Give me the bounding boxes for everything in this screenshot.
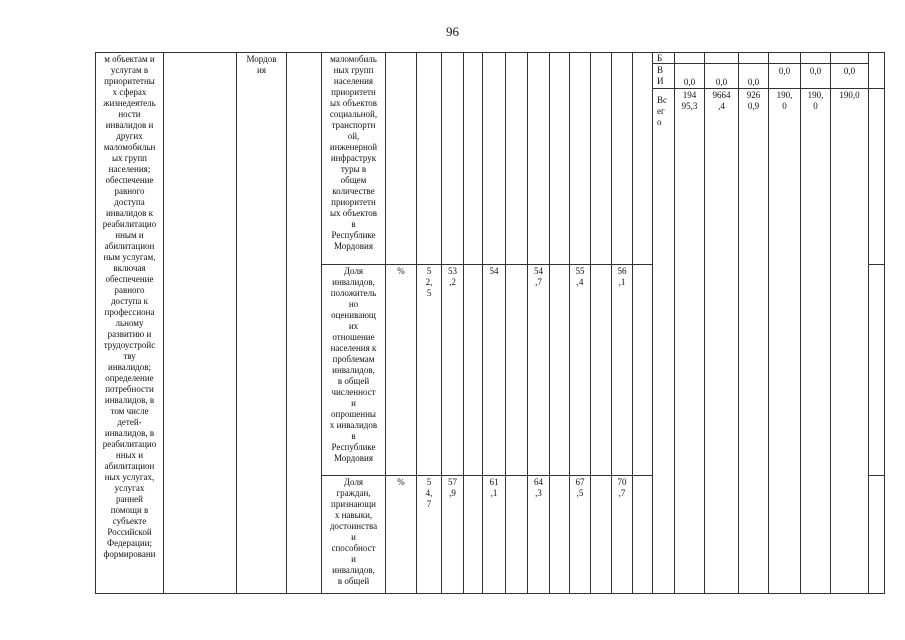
table-grid-line (674, 52, 675, 593)
indicator-value-cell: 64 ,3 (534, 477, 543, 498)
table-grid-line (286, 52, 287, 593)
table-grid-line (549, 52, 550, 593)
indicator-value-cell: 5 2, 5 (425, 266, 433, 298)
table-grid-line (321, 264, 652, 265)
table-grid-line (868, 475, 884, 476)
finance-source-label: Б (657, 53, 663, 63)
indicator-value-cell: 67 ,5 (575, 477, 585, 498)
region-cell: Мордов ия (246, 54, 277, 75)
table-grid-line (738, 52, 739, 593)
indicator-value-cell: 54 (489, 266, 499, 276)
indicator-name-cell: Доля инвалидов, положитель но оценивающ их отношение населения к проблемам инвалидов, в общей численност и опрошенны х инвалидов в Республике Мордовия (329, 266, 378, 463)
indicator-value-cell: 61 ,1 (489, 477, 499, 498)
table-grid-line (463, 52, 464, 593)
table-border-bottom (95, 593, 885, 594)
indicator-value-cell: 53 ,2 (448, 266, 457, 287)
indicator-value-cell: 56 ,1 (617, 266, 627, 287)
finance-value-cell: 0,0 (747, 77, 760, 87)
table-border-right (884, 52, 885, 593)
table-grid-line (569, 52, 570, 593)
table-border-top (95, 52, 885, 53)
table-grid-line (385, 52, 386, 593)
table-grid-line (482, 52, 483, 593)
table-grid-line (768, 52, 769, 593)
table-grid-line (321, 475, 652, 476)
unit-cell: % (397, 477, 405, 487)
table-grid-line (830, 52, 831, 593)
table-grid-line (632, 52, 633, 593)
table-grid-line (527, 52, 528, 593)
table-grid-line (590, 52, 591, 593)
unit-cell: % (397, 266, 405, 276)
table-grid-line (236, 52, 237, 593)
table-grid-line (505, 52, 506, 593)
table-grid-line (163, 52, 164, 593)
table-grid-line (800, 52, 801, 593)
finance-value-cell: 0,0 (715, 77, 728, 87)
table-grid-line (611, 52, 612, 593)
table-grid-line (441, 52, 442, 593)
finance-value-cell: 190,0 (839, 90, 860, 100)
indicator-name-cell: маломобиль ных групп населения приоритетн ых объектов социальной, транспортн ой, инженерной инфраструк туры в общем количестве приоритетн ых объектов в Республике Мордовия (329, 54, 378, 251)
finance-value-cell: 0,0 (683, 77, 696, 87)
indicator-value-cell: 54 ,7 (534, 266, 543, 287)
table-grid-line (868, 52, 869, 593)
indicator-value-cell: 55 ,4 (575, 266, 585, 287)
table-grid-line (704, 52, 705, 593)
finance-value-cell: 9664 ,4 (712, 90, 731, 111)
table-grid-line (416, 52, 417, 593)
indicator-name-cell: Доля граждан, признающи х навыки, достоинства и способност и инвалидов, в общей (329, 477, 378, 586)
table-grid-line (652, 88, 884, 89)
goal-description-cell: м объектам и услугам в приоритетны х сферах жизнедеятель ности инвалидов и других маломобильн ых групп населения; обеспечение равного доступа инвалидов к реабилитацио нным и абилитацион ным услугам, включая обеспечение равного доступа к профессиона льному развитию и трудоустройс тву инвалидов; определение потребности инвалидов, в том числе детей- инвалидов, в реабилитацио нных и абилитацион ных услугах, услугах ранней помощи в субъекте Российской Федерации; формировани (102, 54, 157, 559)
finance-value-cell: 190, 0 (807, 90, 824, 111)
table-grid-line (652, 63, 868, 64)
finance-value-cell: 194 95,3 (681, 90, 698, 111)
finance-value-cell: 926 0,9 (746, 90, 761, 111)
table-grid-line (652, 52, 653, 593)
finance-value-cell: 0,0 (809, 66, 822, 76)
finance-value-cell: 0,0 (778, 66, 791, 76)
finance-source-label: В И (657, 65, 664, 86)
indicator-value-cell: 5 4, 7 (425, 477, 433, 509)
finance-value-cell: 0,0 (843, 66, 856, 76)
finance-value-cell: 190, 0 (776, 90, 793, 111)
table-grid-line (868, 264, 884, 265)
page-number: 96 (446, 24, 459, 39)
indicator-value-cell: 70 ,7 (617, 477, 627, 498)
finance-source-label: Вс ег о (657, 95, 667, 127)
indicator-value-cell: 57 ,9 (448, 477, 457, 498)
